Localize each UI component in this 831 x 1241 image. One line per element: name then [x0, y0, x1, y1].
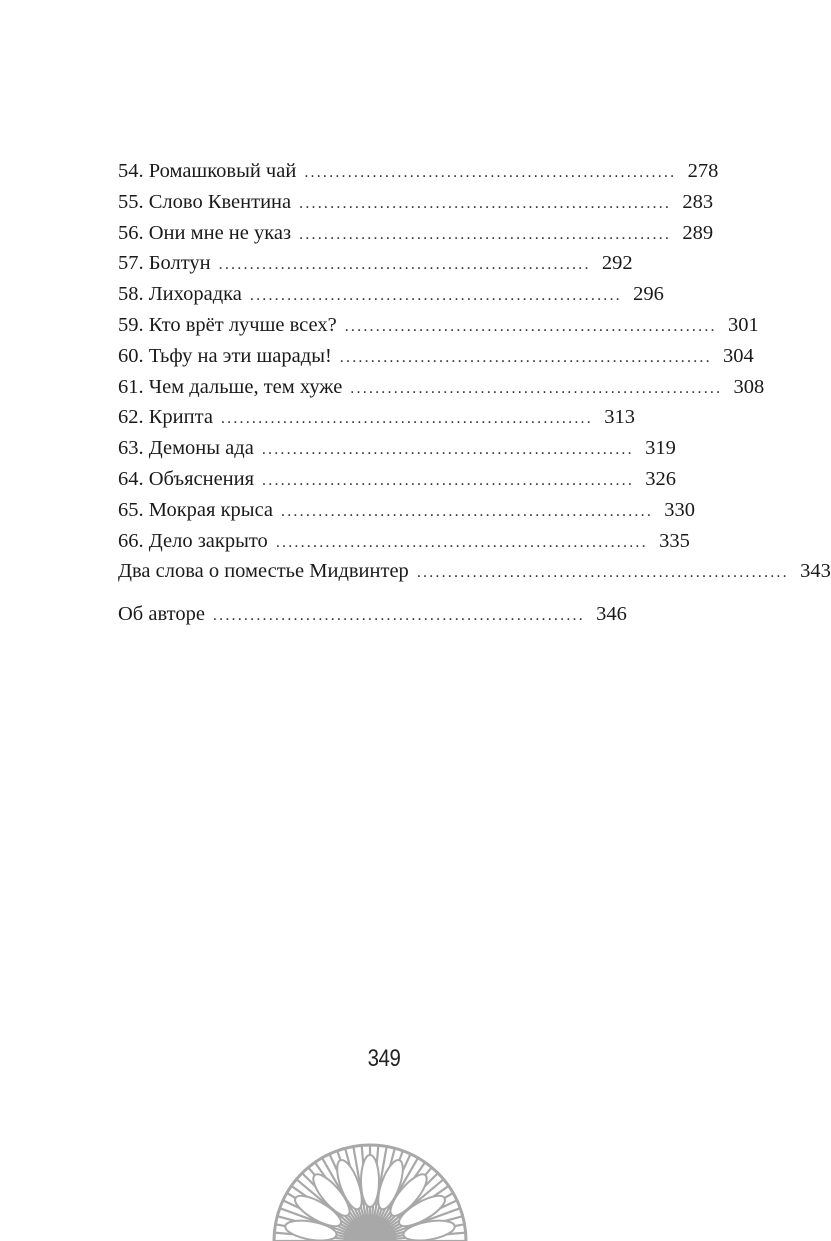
toc-entry[interactable] — [118, 341, 754, 372]
toc-entry[interactable] — [118, 556, 831, 587]
toc-entry[interactable] — [118, 599, 627, 630]
toc-entry-page: 326 — [645, 467, 677, 490]
toc-entry-title: 54. Ромашковый чай — [118, 160, 297, 182]
toc-entry-page: 330 — [664, 498, 696, 521]
toc-entry-title: 64. Объяснения — [118, 467, 255, 490]
toc-entry-title: 57. Болтун — [118, 252, 211, 275]
toc-entry-page: 335 — [659, 529, 690, 552]
toc-entry[interactable] — [118, 495, 696, 526]
toc-entry[interactable] — [118, 218, 714, 249]
page-number: 349 — [367, 1045, 401, 1072]
toc-entry-title: 60. Тьфу на эти шарады! — [118, 344, 332, 367]
toc-entry-page: 283 — [682, 190, 714, 213]
toc-entry-page: 301 — [727, 313, 759, 336]
toc-leader-dots: ............................................................ — [220, 410, 593, 428]
toc-entry-page: 278 — [687, 160, 719, 182]
toc-entry-title: 63. Демоны ада — [118, 437, 254, 460]
toc-entry-page: 296 — [633, 283, 664, 306]
toc-entry-title: 56. Они мне не указ — [118, 221, 292, 244]
toc-entry[interactable] — [118, 248, 633, 279]
toc-entry-page: 346 — [596, 603, 627, 626]
toc-leader-dots: ............................................................ — [218, 256, 591, 274]
toc-entry-title: 58. Лихорадка — [118, 283, 242, 306]
toc-entry[interactable] — [118, 433, 676, 464]
toc-entry[interactable] — [118, 187, 714, 218]
toc-leader-dots: ............................................................ — [299, 225, 672, 243]
toc-entry[interactable] — [118, 526, 690, 557]
toc-leader-dots: ............................................................ — [262, 471, 635, 489]
toc-leader-dots: ............................................................ — [339, 348, 712, 366]
toc-leader-dots: ............................................................ — [416, 564, 789, 582]
toc-leader-dots: ............................................................ — [281, 502, 654, 520]
toc-entry-title: 59. Кто врёт лучше всех? — [118, 313, 337, 336]
toc-leader-dots: ............................................................ — [304, 164, 677, 181]
toc-leader-dots: ............................................................ — [261, 441, 634, 459]
toc-leader-dots: ............................................................ — [344, 317, 717, 335]
toc-entry-page: 313 — [604, 406, 635, 429]
toc-entry-title: 65. Мокрая крыса — [118, 498, 274, 521]
toc-entry-title: 55. Слово Квентина — [118, 190, 292, 213]
toc-entry[interactable] — [118, 279, 664, 310]
toc-entry-page: 308 — [733, 375, 765, 398]
toc-entry-title: 61. Чем дальше, тем хуже — [118, 375, 343, 398]
toc-leader-dots: ............................................................ — [275, 533, 648, 551]
toc-leader-dots: ............................................................ — [249, 287, 622, 305]
toc-entry-title: 66. Дело закрыто — [118, 529, 268, 552]
table-of-contents — [118, 156, 831, 630]
toc-entry[interactable] — [118, 464, 677, 495]
toc-entry-page: 304 — [723, 344, 754, 367]
toc-entry[interactable] — [118, 310, 759, 341]
toc-entry-title: Два слова о поместье Мидвинтер — [118, 560, 409, 583]
fan-ornament-icon — [272, 1140, 468, 1241]
toc-leader-dots: ............................................................ — [350, 379, 723, 397]
toc-entry-page: 289 — [682, 221, 714, 244]
toc-entry[interactable] — [118, 372, 765, 403]
toc-entry[interactable] — [118, 402, 635, 433]
toc-entry-page: 292 — [601, 252, 633, 275]
toc-leader-dots: ............................................................ — [299, 194, 672, 212]
toc-leader-dots: ............................................................ — [212, 607, 585, 625]
toc-entry[interactable] — [118, 156, 719, 187]
toc-entry-title: 62. Крипта — [118, 406, 213, 429]
toc-entry-page: 343 — [800, 560, 831, 583]
toc-entry-title: Об авторе — [118, 603, 205, 626]
toc-entry-page: 319 — [645, 437, 676, 460]
